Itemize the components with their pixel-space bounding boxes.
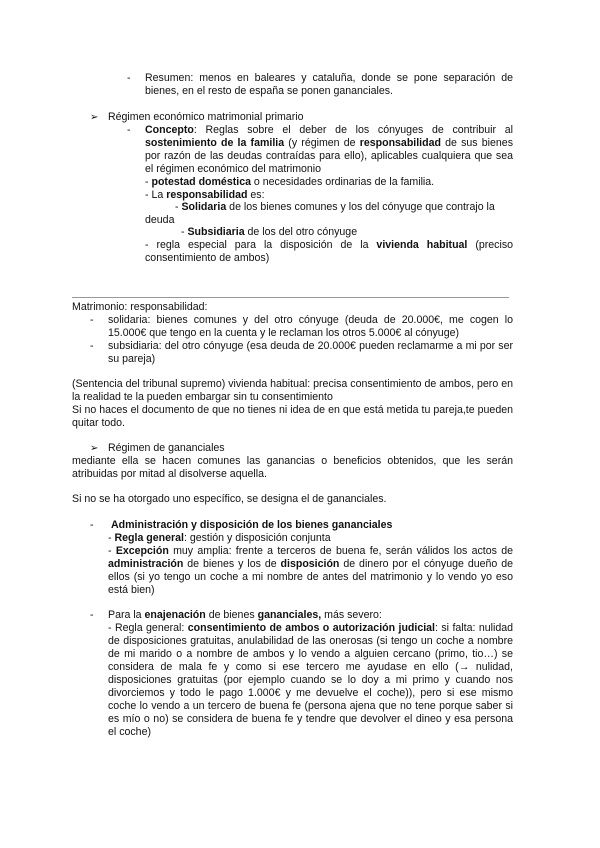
potestad-bold: potestad doméstica	[151, 176, 251, 188]
enaj-regla-rest: : si falta: nulidad de disposiciones gratuitas, anulabilidad de las onerosas (si tengo un coche a nombre de mi marido o a nombre de ambos y lo vendo a alguien cercano (primo, tio…) se considera de mala fe y como si ese tercero me ayudase en ello (→ nulidad, disposiciones gratuitas (por ejemplo cuando se lo doy a mi primo y cuando nos divorciemos y todo le pago 1.000€ y me devuelve el coche)), pero si ese mismo coche lo vendo a un tercero de buena fe (persona ajena que no tene porque saber si es mío o no) se considera de buena fe y tendre que devolver el dineo y esa persona el coche)	[108, 622, 513, 738]
vivienda-bold: vivienda habitual	[376, 239, 468, 251]
exc-text-2: de bienes y los de	[183, 558, 281, 570]
enajenacion-bullet: -	[90, 609, 94, 621]
arrow-bullet-icon: ➢	[90, 443, 99, 454]
subsidiaria-bold: Subsidiaria	[187, 226, 245, 238]
mediante-paragraph: mediante ella se hacen comunes las ganancias o beneficios obtenidos, que les serán atribuidas por mitad al disolverse aquella.	[72, 455, 513, 480]
resumen-text: Resumen: menos en baleares y cataluña, donde se pone separación de bienes, en el resto de españa se ponen gananciales.	[145, 72, 513, 97]
gananciales-heading: Régimen de gananciales	[108, 442, 225, 454]
admin-bullet: -	[90, 519, 94, 531]
admin-excepcion	[108, 545, 513, 597]
responsabilidad-rest: es:	[247, 189, 265, 201]
subsidiaria-line	[181, 226, 357, 239]
concepto-label: Concepto	[145, 124, 194, 136]
admin-regla-rest: : gestión y disposición conjunta	[183, 532, 331, 544]
regimen-primario-heading: Régimen económico matrimonial primario	[108, 111, 304, 123]
admin-regla-bold: Regla general	[114, 532, 184, 544]
admin-regla-prefix: -	[108, 532, 115, 544]
concepto-text-3: de sus bienes por razón de las deudas contraídas para ello), aplicables cualquiera que sea el régimen económico del matrimonio	[145, 137, 513, 175]
list-item: subsidiaria: del otro cónyuge (esa deuda de 20.000€ pueden reclamarme a mi por ser su pareja)	[108, 340, 513, 365]
concepto-paragraph	[145, 124, 513, 176]
responsabilidad-prefix: - La	[145, 189, 167, 201]
resumen-bullet: -	[127, 72, 131, 84]
enaj-text-2: de bienes	[205, 609, 258, 621]
otorgado-paragraph: Si no se ha otorgado uno específico, se designa el de gananciales.	[72, 493, 387, 505]
exc-bold-2: administración	[108, 558, 184, 570]
exc-bold-3: disposición	[280, 558, 340, 570]
concepto-bold-1: sostenimiento de la familia	[145, 137, 285, 149]
enajenacion-title	[108, 609, 382, 622]
solidaria-prefix: -	[175, 201, 182, 213]
concepto-bullet: -	[127, 124, 131, 136]
vivienda-text-2: (preciso consentimiento de ambos)	[145, 239, 514, 264]
enaj-text-3: más severo:	[321, 609, 382, 621]
admin-regla	[108, 532, 331, 545]
exc-text-1: muy amplia: frente a terceros de buena fe, serán válidos los actos de	[168, 545, 513, 557]
section-divider	[72, 297, 509, 298]
potestad-line	[145, 176, 434, 189]
list-item: solidaria: bienes comunes y del otro cónyuge (deuda de 20.000€, me cogen lo 15.000€ que tengo en la cuenta y le reclaman los otros 5.000€ al cónyuge)	[108, 314, 513, 339]
solidaria-bullet: -	[90, 314, 94, 326]
exc-bold: Excepción	[115, 545, 169, 557]
concepto-text-2: (y régimen de	[284, 137, 360, 149]
exc-prefix: -	[108, 545, 116, 557]
enaj-regla-prefix: - Regla general:	[108, 622, 188, 634]
enaj-regla-bold: consentimiento de ambos o autorización judicial	[187, 622, 436, 634]
admin-title: Administración y disposición de los bienes gananciales	[111, 519, 393, 531]
arrow-bullet-icon: ➢	[90, 112, 99, 123]
concepto-text-1: : Reglas sobre el deber de los cónyuges de contribuir al	[193, 124, 513, 136]
solidaria-bold: Solidaria	[181, 201, 227, 213]
exc-text-3: de dinero por el cónyuge dueño de ellos (si yo tengo un coche a mi nombre de antes del matrimonio y lo vendo yo eso está bien)	[108, 558, 513, 596]
responsabilidad-bold: responsabilidad	[166, 189, 248, 201]
subsidiaria-prefix: -	[181, 226, 188, 238]
subsidiaria-bullet: -	[90, 340, 94, 352]
enaj-text-1: Para la	[108, 609, 145, 621]
enaj-bold-2: gananciales,	[257, 609, 322, 621]
documento-paragraph: Si no haces el documento de que no tienes ni idea de en que está metida tu pareja,te pueden quitar todo.	[72, 404, 513, 429]
solidaria-line	[145, 201, 513, 227]
concepto-bold-2: responsabilidad	[359, 137, 441, 149]
enaj-bold-1: enajenación	[144, 609, 206, 621]
vivienda-text-1: - regla especial para la disposición de la	[145, 239, 377, 251]
potestad-prefix: -	[145, 176, 152, 188]
solidaria-rest: de los bienes comunes y los del cónyuge que contrajo la deuda	[145, 201, 495, 226]
enajenacion-regla	[108, 622, 513, 739]
matrimonio-heading: Matrimonio: responsabilidad:	[72, 301, 208, 313]
sentencia-paragraph: (Sentencia del tribunal supremo) vivienda habitual: precisa consentimiento de ambos, pero en la realidad te la pueden embargar sin tu consentimiento	[72, 378, 513, 403]
subsidiaria-rest: de los del otro cónyuge	[244, 226, 358, 238]
potestad-rest: o necesidades ordinarias de la familia.	[250, 176, 435, 188]
vivienda-line	[145, 239, 513, 265]
